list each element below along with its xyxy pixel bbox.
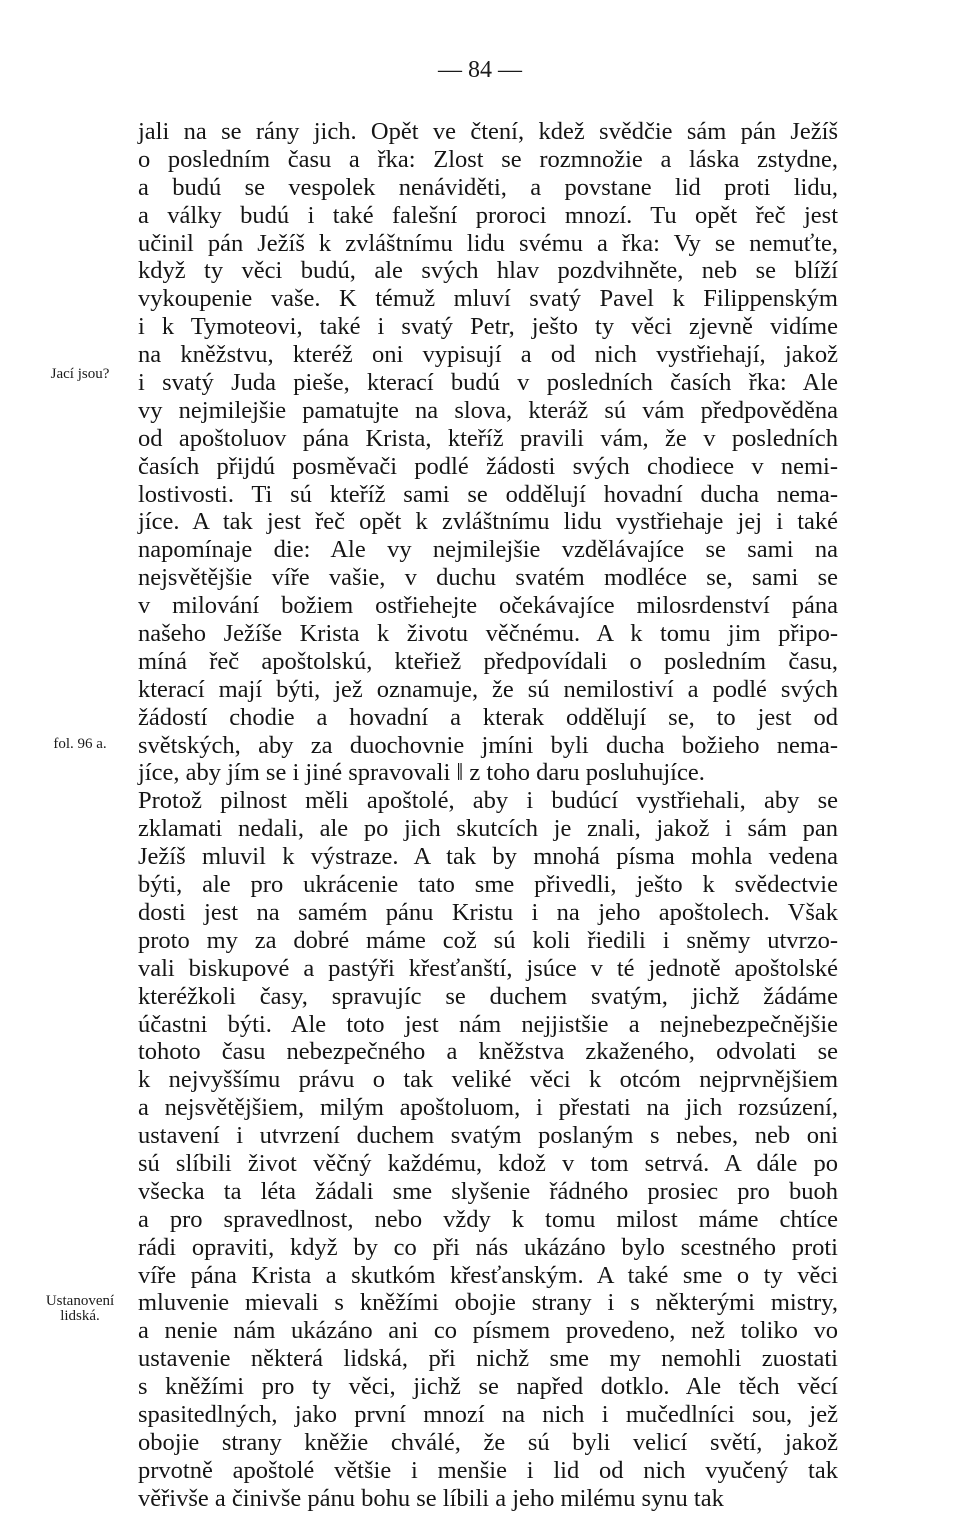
text-line: učinil pán Ježíš k zvláštnímu lidu svému a řka: Vy se nemuťte, [138,229,838,257]
text-line: sú slíbili život věčný každému, kdož v tom setrvá. A dále po [138,1149,838,1177]
text-line: světských, aby za duochovnie jmíni byli ducha božieho nema- [138,731,838,759]
text-line: jíce. A tak jest řeč opět k zvláštnímu lidu vystřiehaje jej i také [138,508,838,536]
text-line: a nejsvětějšiem, milým apoštoluom, i přestati na jich rozsúzení, [138,1094,838,1122]
text-line: obojie strany kněžie chválé, že sú byli velicí světí, jakož [138,1428,838,1456]
body-text [138,118,838,1513]
text-line: rádi opraviti, když by co při nás ukázáno bylo scestného proti [138,1233,838,1261]
text-line: jali na se rány jich. Opět ve čtení, kdež svědčie sám pán Ježíš [138,118,838,145]
text-line: od apoštoluov pána Krista, kteříž pravili vám, že v posledních [138,424,838,452]
text-line: kterací mají býti, jež oznamuje, že sú nemilostiví a podlé svých [138,675,838,703]
text-line: spasitedlných, jako první mnozí na nich i mučedlníci sou, jež [138,1400,838,1428]
text-line: věřivše a činivše pánu bohu se líbili a jeho milému synu tak [138,1484,724,1512]
text-line: i svatý Juda pieše, kterací budú v posledních časích řka: Ale [138,369,838,397]
text-line: a války budú i také falešní proroci mnozí. Tu opět řeč jest [138,201,838,229]
text-line: napomínaje die: Ale vy nejmilejšie vzdělávajíce se sami na [138,536,838,564]
page-number: — 84 — [438,57,522,83]
text-line: i k Tymoteovi, také i svatý Petr, ješto ty věci zjevně vidíme [138,313,838,341]
text-line: s kněžími pro ty věci, jichž se napřed dotklo. Ale těch věcí [138,1373,838,1401]
margin-note-folio: fol. 96 a. [53,736,107,752]
margin-note-jaci-jsou: Jací jsou? [50,366,110,382]
text-line: míná řeč apoštolskú, kteřiež předpovídali o posledním času, [138,647,838,675]
text-line: proto my za dobré máme což sú koli řiedili i sněmy utvrzo- [138,926,838,954]
text-line: vali biskupové a pastýři křesťanští, jsúce v té jednotě apoštolské [138,954,838,982]
text-line: k nejvyššímu právu o tak veliké věci k otcóm nejprvnějšiem [138,1066,838,1094]
text-line: a nenie nám ukázáno ani co písmem provedeno, než toliko vo [138,1317,838,1345]
text-line: prvotně apoštolé většie i menšie i lid od nich vyučený tak [138,1456,838,1484]
text-line: našeho Ježíše Krista k životu věčnému. A k tomu jim připo- [138,620,838,648]
text-line: mluvenie mievali s kněžími obojie strany i s některými mistry, [138,1289,838,1317]
margin-note-ustanoveni-line2: lidská. [60,1308,100,1324]
text-line: účastni býti. Ale toto jest nám nejjistšie a nejnebezpečnějšie [138,1010,838,1038]
text-line: vy nejmilejšie pamatujte na slova, kteráž sú vám předpověděna [138,396,838,424]
text-line: dosti jest na samém pánu Kristu i na jeho apoštolech. Však [138,898,838,926]
text-line: nejsvětějšie víře vašie, v duchu svatém modléce se, sami se [138,564,838,592]
text-line: všecka ta léta žádali sme slyšenie řádného prosiec pro buoh [138,1177,838,1205]
margin-note-ustanoveni [30,1294,130,1324]
text-line: jíce, aby jím se i jiné spravovali ‖ z toho daru posluhujíce. [138,759,705,787]
text-line: na kněžstvu, kteréž oni vypisují a od nich vystřiehají, jakož [138,341,838,369]
text-line: lostivosti. Ti sú kteříž sami se oddělují hovadní ducha nema- [138,480,838,508]
text-line: a pro spravedlnost, nebo vždy k tomu milost máme chtíce [138,1205,838,1233]
text-line: když ty věci budú, ale svých hlav pozdvihněte, neb se blíží [138,257,838,285]
text-line: v milování božiem ostřiehejte očekávajíce milosrdenství pána [138,592,838,620]
text-line: zklamati nedali, ale po jich skutcích je znali, jakož i sám pan [138,815,838,843]
text-line: býti, ale pro ukrácenie tato sme přivedli, ješto k svědectvie [138,871,838,899]
text-line: vykoupenie vaše. K témuž mluví svatý Pavel k Filippenským [138,285,838,313]
text-line: a budú se vespolek nenáviděti, a povstane lid proti lidu, [138,173,838,201]
text-line: Ježíš mluvil k výstraze. A tak by mnohá písma mohla vedena [138,843,838,871]
text-line: o posledním času a řka: Zlost se rozmnožie a láska zstydne, [138,145,838,173]
text-line: kteréžkoli časy, spravujíc se duchem svatým, jichž žádáme [138,982,838,1010]
text-line: časích přijdú posměvači podlé žádosti svých chodiece v nemi- [138,452,838,480]
text-line: víře pána Krista a skutkóm křesťanským. A také sme o ty věci [138,1261,838,1289]
margin-note-ustanoveni-line1: Ustanovení [45,1293,115,1309]
text-line: ustavení i utvrzení duchem svatým poslaným s nebes, neb oni [138,1122,838,1150]
text-line: Protož pilnost měli apoštolé, aby i budúcí vystřiehali, aby se [138,787,838,815]
text-line: tohoto času nebezpečného a kněžstva zkaženého, odvolati se [138,1038,838,1066]
text-line: ustavenie některá lidská, při nichž sme my nemohli zuostati [138,1345,838,1373]
text-line: žádostí chodie a hovadní a kterak oddělují se, to jest od [138,703,838,731]
